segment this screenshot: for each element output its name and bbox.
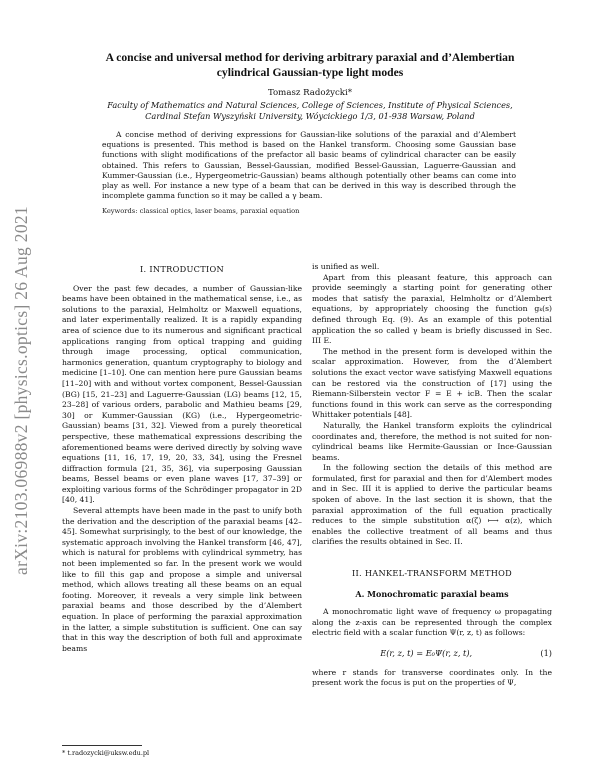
right-column — [312, 262, 552, 689]
intro-paragraph-1: Over the past few decades, a number of Gaussian-like beams have been obtained in the mathematical sense, i.e., as solutions to the paraxial, Helmholtz or Maxwell equations, and later experimentally realized. It is a rapidly expanding area of science due to its numerous and significant practical applications ranging from optical trapping and guiding through image processing, optical communication, harmonics generation, quantum cryptography to biology and medicine [1–10]. One can mention here pure Gaussian beams [11–20] with and without vortex component, Bessel-Gaussian (BG) [15, 21–23] and Laguerre-Gaussian (LG) beams [12, 15, 23–28] of various orders, parabolic and Mathieu beams [29, 30] or Kummer-Gaussian (KG) (i.e., Hypergeometric-Gaussian) beams [31, 32]. Viewed from a purely theoretical perspective, these mathematical expressions describing the aforementioned beams were derived directly by solving wave equations [11, 16, 17, 19, 20, 33, 34], using the Fresnel diffraction formula [21, 35, 36], via superposing Gaussian beams, Bessel beams or even plane waves [17, 37–39] or exploiting various forms of the Schrödinger propagator in 2D [40, 41]. — [62, 283, 302, 505]
paper-title — [60, 50, 560, 80]
section-heading-introduction: I. INTRODUCTION — [140, 264, 224, 274]
intro-paragraph-4: The method in the present form is developed within the scalar approximation. However, from the d’Alembert solutions the exact vector wave satisfying Maxwell equations can be restored via the construction of [17] using the Riemann-Silberstein vector F = E + icB. Then the scalar functions found in this work can serve as the corresponding Whittaker potentials [48]. — [312, 346, 552, 420]
section-heading-hankel-method: II. HANKEL-TRANSFORM METHOD — [351, 568, 513, 579]
abstract: A concise method of deriving expressions for Gaussian-like solutions of the paraxial and d’Alembert equations is presented. This method is based on the Hankel transform. Choosing some Gaussian base functions with slight modifications of the prefactor all basic beams of cylindrical character can be easily obtained. This refers to Gaussian, Bessel-Gaussian, modified Bessel-Gaussian, Laguerre-Gaussian and Kummer-Gaussian (i.e., Hypergeometric-Gaussian) beams although potentially other beams can come into play as well. For instance a new type of a beam that can be derived in this way is described through the incomplete gamma function so it may be called a γ beam. — [102, 130, 516, 201]
equation-1 — [312, 648, 552, 659]
footnote-rule — [62, 745, 142, 746]
intro-paragraph-3: Apart from this pleasant feature, this approach can provide seemingly a starting point for generating other modes that satisfy the paraxial, Helmholtz or d’Alembert equations, by appropriately choosing the function gₖ(s) defined through Eq. (9). As an example of this potential application the so called γ beam is briefly discussed in Sec. III E. — [312, 272, 552, 346]
intro-paragraph-2: Several attempts have been made in the past to unify both the derivation and the description of the paraxial beams [42–45]. Somewhat surprisingly, to the best of our knowledge, the systematic approach involving the Hankel transform [46, 47], which is natural for problems with cylindrical symmetry, has not been implemented so far. In the present work we would like to fill this gap and propose a simple and universal method, which allows treating all these beams on an equal footing. Moreover, it reveals a very simple link between paraxial beams and those described by the d’Alembert equation. In place of performing the paraxial approximation in the latter, a simple substitution is sufficient. One can say that in this way the description of both full and approximate beams — [62, 506, 302, 653]
intro-paragraph-5: Naturally, the Hankel transform exploits the cylindrical coordinates and, therefore, the method is not suited for non-cylindrical beams like Hermite-Gaussian or Ince-Gaussian beams. — [312, 420, 552, 462]
equation-1-number: (1) — [540, 648, 552, 658]
method-paragraph-2: where r stands for transverse coordinates only. In the present work the focus is put on the properties of Ψ, — [312, 667, 552, 688]
intro-paragraph-continuation: is unified as well. — [312, 262, 380, 271]
affiliation-line-1: Faculty of Mathematics and Natural Sciences, College of Sciences, Institute of Physical Sciences, — [107, 100, 513, 110]
arxiv-identifier-stamp — [6, 180, 36, 600]
keywords: Keywords: classical optics, laser beams, paraxial equation — [102, 207, 300, 215]
method-paragraph-1: A monochromatic light wave of frequency ω propagating along the z-axis can be represented through the complex electric field with a scalar function Ψ(r, z, t) as follows: — [312, 607, 552, 638]
affiliation-line-2: Cardinal Stefan Wyszyński University, Wóycickiego 1/3, 01-938 Warsaw, Poland — [145, 111, 475, 121]
left-column — [62, 262, 302, 654]
subsection-heading-paraxial: A. Monochromatic paraxial beams — [355, 588, 509, 599]
affiliation — [60, 100, 560, 122]
title-line-1: A concise and universal method for deriving arbitrary paraxial and d’Alembertian — [105, 51, 515, 64]
author-name: Tomasz Radożycki* — [267, 88, 353, 98]
intro-paragraph-6: In the following section the details of this method are formulated, first for paraxial and then for d’Alembert modes and in Sec. III it is applied to derive the particular beams spoken of above. In the last section it is shown, that the paraxial approximation of the full equation practically reduces to the simple substitution α(ζ) ⟼ α(z), which enables the collective treatment of all beams and thus clarifies the results obtained in Sec. II. — [312, 463, 552, 547]
arxiv-id: arXiv:2103.06988v2 [physics.optics] 26 Aug 2021 — [10, 205, 31, 575]
equation-1-body: E(r, z, t) = E₀Ψ(r, z, t), — [380, 648, 473, 658]
footnote-email: * t.radozycki@uksw.edu.pl — [62, 749, 150, 757]
title-line-2: cylindrical Gaussian-type light modes — [216, 66, 404, 79]
